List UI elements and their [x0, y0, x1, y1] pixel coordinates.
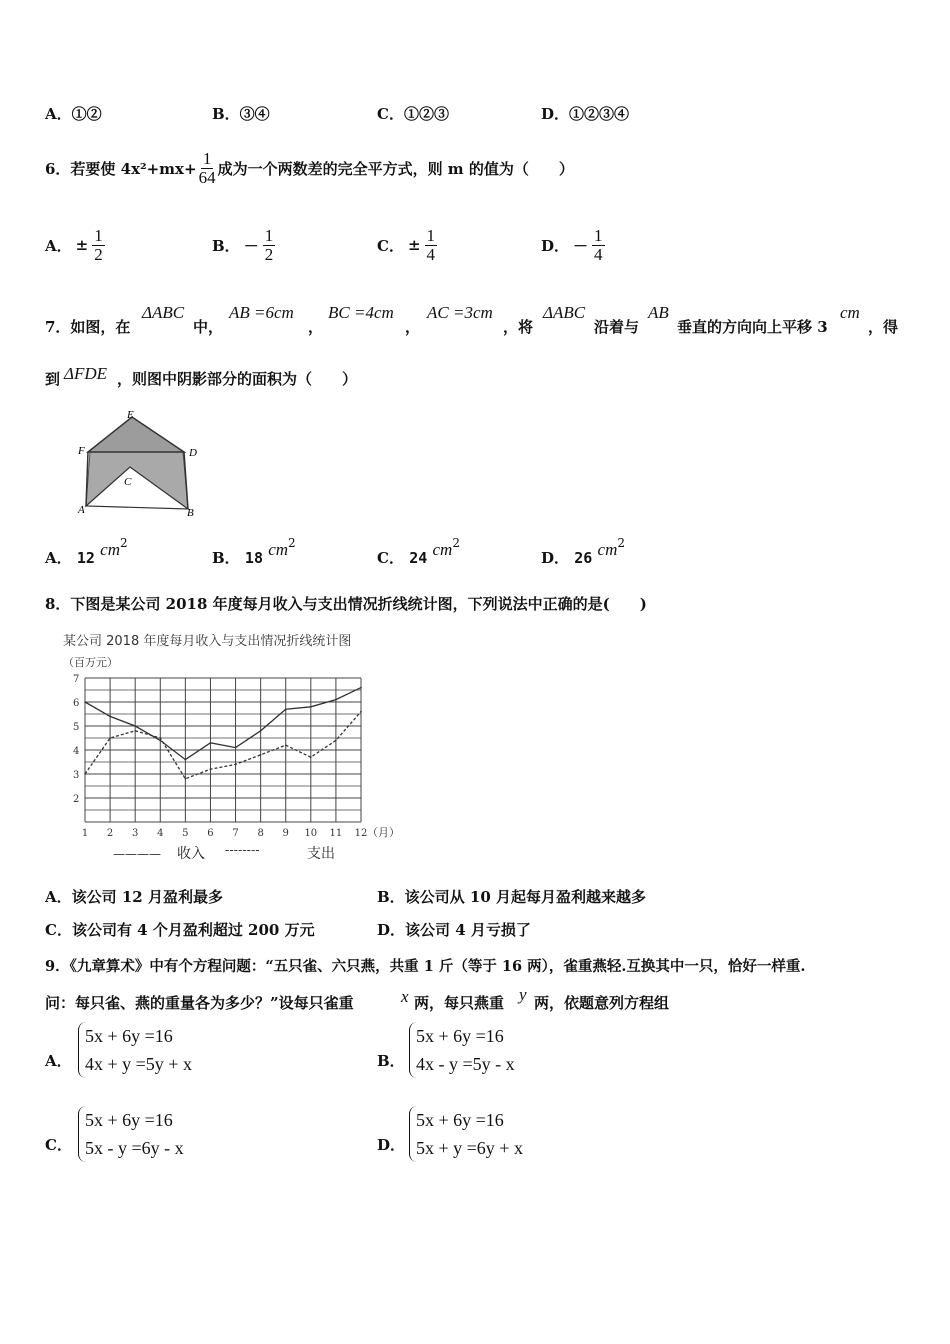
option-sign: －: [243, 236, 259, 255]
y-tick-label: 5: [73, 722, 80, 733]
q6-prefix: 6．若要使 4x²+mx+: [45, 159, 197, 178]
q6-suffix: 成为一个两数差的完全平方式，则 m 的值为（ ）: [217, 159, 574, 178]
option-unit: cm: [100, 540, 120, 559]
q7-option-b[interactable]: [212, 536, 296, 568]
equation-2: 4x + y =5y + x: [85, 1054, 192, 1074]
q7-ab-symbol: AB: [648, 303, 669, 322]
equation-1: 5x + 6y =16: [416, 1026, 504, 1046]
q9-option-c-label[interactable]: C．: [45, 1136, 72, 1154]
expense-point: [84, 773, 86, 775]
expense-point: [310, 756, 312, 758]
q7-option-a[interactable]: [45, 536, 128, 568]
q9-option-a-label[interactable]: A．: [45, 1052, 72, 1070]
x-tick-label: 8: [257, 828, 264, 839]
income-point: [84, 701, 86, 703]
x-tick-label: 1: [81, 828, 89, 839]
q6-question: [45, 138, 574, 198]
q7-bc: BC =4cm: [328, 303, 394, 322]
legend-solid-line: ————: [113, 847, 161, 861]
q9-option-d-system[interactable]: [409, 1106, 523, 1162]
label-c: C: [124, 476, 132, 488]
equation-2: 4x - y =5y - x: [416, 1054, 515, 1074]
q7-cm: cm: [840, 303, 860, 322]
q6-option-b[interactable]: [212, 220, 275, 270]
option-label: B．: [212, 236, 240, 255]
x-tick-label: 10: [304, 828, 318, 839]
q7-triangle-abc-2: ΔABC: [543, 303, 586, 322]
q7-prefix: 7．如图，在: [45, 318, 131, 336]
equation-2: 5x + y =6y + x: [416, 1138, 523, 1158]
q8-option-d[interactable]: D．该公司 4 月亏损了: [377, 921, 531, 939]
q6-fraction: [197, 150, 218, 187]
option-unit: cm: [597, 540, 618, 559]
option-exp: 2: [452, 536, 460, 550]
label-a: A: [78, 504, 85, 516]
expense-point: [185, 778, 187, 780]
label-d: D: [189, 447, 197, 459]
option-value: 18: [244, 549, 263, 567]
q6-option-c[interactable]: [377, 220, 437, 270]
income-point: [235, 747, 237, 749]
expense-point: [159, 737, 161, 739]
income-point: [185, 759, 187, 761]
q9-line2c: 两，依题意列方程组: [534, 994, 670, 1012]
y-tick-label: 2: [73, 794, 80, 805]
x-tick-label: 2: [106, 828, 114, 839]
chart-series: [84, 687, 362, 780]
y-tick-label: 4: [73, 746, 80, 757]
label-e: E: [127, 409, 134, 421]
q9-line2b: 两，每只燕重: [414, 994, 505, 1012]
income-point: [360, 687, 362, 689]
frac-den: 2: [264, 244, 274, 264]
frac-num: 1: [426, 225, 436, 245]
q7-ac: AC =3cm: [427, 303, 493, 322]
x-tick-label: 6: [207, 828, 214, 839]
q7-mid: 中，: [193, 318, 224, 336]
q9-option-a-system[interactable]: [78, 1022, 192, 1078]
legend-expense: 支出: [307, 846, 335, 862]
q7-figure: [72, 405, 212, 523]
q9-option-b-label[interactable]: B．: [377, 1052, 405, 1070]
chart-title: 某公司 2018 年度每月收入与支出情况折线统计图: [63, 634, 352, 649]
expense-point: [210, 768, 212, 770]
q6-option-d[interactable]: [541, 220, 605, 270]
option-value: 26: [574, 549, 593, 567]
option-exp: 2: [120, 536, 128, 550]
x-tick-label: 3: [131, 828, 139, 839]
q6-frac-num: 1: [202, 148, 212, 168]
q6-option-a[interactable]: [45, 220, 105, 270]
income-point: [285, 708, 287, 710]
option-unit: cm: [432, 540, 453, 559]
y-axis-label: （百万元）: [63, 656, 118, 669]
income-point: [134, 725, 136, 727]
income-point: [310, 706, 312, 708]
q9-var-y: y: [519, 985, 527, 1004]
q9-line1: 9．《九章算术》中有个方程问题：“五只雀、六只燕，共重 1 斤（等于 16 两），雀重燕轻.互换其中一只，恰好一样重.: [45, 958, 806, 975]
equation-1: 5x + 6y =16: [85, 1110, 173, 1130]
q8-option-b[interactable]: B．该公司从 10 月起每月盈利越来越多: [377, 888, 646, 906]
option-label: C．: [377, 549, 404, 567]
q9-option-d-label[interactable]: D．: [377, 1136, 406, 1154]
triangle-fde: [88, 417, 184, 452]
option-fraction: [92, 227, 105, 264]
expense-point: [360, 711, 362, 713]
option-sign: ±: [407, 236, 421, 254]
option-exp: 2: [288, 536, 296, 550]
option-value: 12: [76, 549, 95, 567]
frac-num: 1: [94, 225, 103, 245]
equation-1: 5x + 6y =16: [85, 1026, 173, 1046]
equation-1: 5x + 6y =16: [416, 1110, 504, 1130]
q8-question: 8．下图是某公司 2018 年度每月收入与支出情况折线统计图，下列说法中正确的是( ): [45, 595, 647, 613]
q9-var-x: x: [401, 987, 409, 1006]
income-point: [210, 742, 212, 744]
frac-num: 1: [264, 225, 274, 245]
option-fraction: [425, 227, 438, 264]
expense-point: [260, 754, 262, 756]
y-tick-label: 7: [73, 674, 80, 685]
option-label: D．: [541, 236, 570, 255]
option-label: A．: [45, 236, 72, 255]
q7-de: ，得: [868, 318, 899, 336]
income-point: [109, 716, 111, 718]
equation-2: 5x - y =6y - x: [85, 1138, 184, 1158]
q5-option-a[interactable]: A．①②: [45, 105, 102, 123]
q7-translate: 垂直的方向向上平移 3: [677, 318, 828, 336]
q7-triangle-abc: ΔABC: [142, 303, 185, 322]
expense-point: [235, 764, 237, 766]
option-label: B．: [212, 549, 240, 567]
option-exp: 2: [617, 536, 626, 550]
option-fraction: [592, 227, 605, 264]
q9-line2a: 问：每只雀、燕的重量各为多少？”设每只雀重: [45, 994, 354, 1012]
label-b: B: [187, 507, 194, 519]
expense-point: [134, 730, 136, 732]
q8-option-c[interactable]: C．该公司有 4 个月盈利超过 200 万元: [45, 921, 315, 939]
y-tick-label: 6: [73, 698, 80, 709]
option-label: D．: [541, 549, 570, 567]
frac-den: 4: [426, 244, 436, 264]
income-point: [260, 730, 262, 732]
x-tick-label: 5: [182, 828, 189, 839]
option-label: A．: [45, 549, 72, 567]
q7-comma-1: ，: [308, 318, 324, 336]
q8-option-a[interactable]: A．该公司 12 月盈利最多: [45, 888, 223, 906]
option-label: C．: [377, 236, 404, 255]
label-f: F: [78, 445, 85, 457]
x-ticks: [82, 828, 368, 839]
income-point: [335, 699, 337, 701]
chart-grid: [85, 678, 361, 822]
q7-option-d[interactable]: [541, 536, 625, 568]
q9-option-c-system[interactable]: [78, 1106, 184, 1162]
x-tick-label: 4: [157, 828, 164, 839]
q7-line2-end: ，则图中阴影部分的面积为（ ）: [117, 370, 358, 388]
q7-along: 沿着与: [594, 318, 640, 336]
option-value: 24: [409, 549, 428, 567]
q7-comma-2: ，: [405, 318, 421, 336]
x-tick-label: 7: [232, 828, 239, 839]
option-sign: －: [573, 236, 589, 255]
option-fraction: [263, 227, 276, 264]
frac-den: 2: [94, 244, 103, 264]
legend-dashed-line: --------: [225, 843, 260, 857]
q7-line2-start: 到: [45, 370, 61, 388]
option-sign: ±: [75, 236, 89, 254]
x-tick-label: 9: [282, 828, 289, 839]
income-line: [85, 688, 361, 760]
expense-point: [335, 740, 337, 742]
q7-ab: AB =6cm: [229, 303, 294, 322]
income-expense-chart: [55, 628, 415, 864]
q7-jiang: ，将: [503, 318, 534, 336]
legend-income: 收入: [177, 846, 205, 862]
q7-triangle-fde: ΔFDE: [64, 364, 108, 383]
y-ticks: [73, 674, 79, 805]
frac-num: 1: [594, 225, 603, 245]
q5-option-d[interactable]: D．①②③④: [541, 105, 630, 123]
q5-option-b[interactable]: B．③④: [212, 105, 270, 123]
q7-option-c[interactable]: [377, 536, 460, 568]
expense-point: [109, 737, 111, 739]
x-tick-label: 11: [329, 828, 343, 839]
y-tick-label: 3: [73, 770, 80, 781]
frac-den: 4: [594, 244, 603, 264]
q5-option-c[interactable]: C．①②③: [377, 105, 449, 123]
option-unit: cm: [268, 540, 289, 559]
expense-point: [285, 744, 287, 746]
q9-option-b-system[interactable]: [409, 1022, 515, 1078]
x-axis-label: （月）: [367, 826, 400, 839]
q6-frac-den: 64: [198, 167, 216, 187]
x-tick-label: 12: [354, 828, 368, 839]
